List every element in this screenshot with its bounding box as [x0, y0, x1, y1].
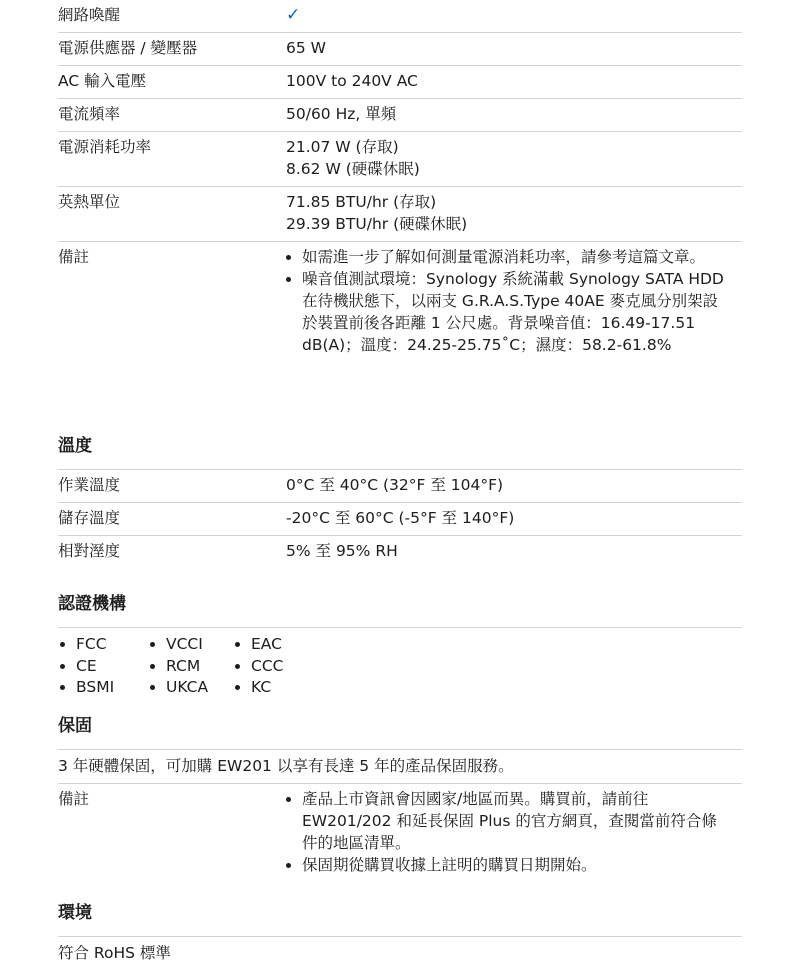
- spec-label: 儲存溫度: [58, 509, 121, 527]
- spec-value: 50/60 Hz, 單頻: [286, 105, 397, 123]
- certification-list: [58, 634, 742, 699]
- spec-label: 電源消耗功率: [58, 138, 152, 156]
- notes-list: [286, 246, 730, 356]
- spec-value: 8.62 W (硬碟休眠): [286, 160, 420, 178]
- list-item: • KC: [251, 677, 311, 699]
- list-item: • 如需進一步了解如何測量電源消耗功率，請參考這篇文章。: [302, 246, 730, 268]
- spec-row-warranty-notes: [58, 784, 742, 896]
- list-item: • VCCI: [166, 634, 233, 656]
- environment-text: 符合 RoHS 標準: [58, 943, 171, 962]
- spec-value: 100V to 240V AC: [286, 72, 418, 90]
- spec-label: 電流頻率: [58, 105, 121, 123]
- spec-label: 英熱單位: [58, 193, 121, 211]
- list-item: • CCC: [251, 656, 311, 678]
- spec-value: 21.07 W (存取): [286, 138, 399, 156]
- spec-row-operating-temp: [58, 470, 742, 503]
- spec-label: 備註: [58, 248, 90, 266]
- list-item: • BSMI: [76, 677, 148, 699]
- spec-label: 相對溼度: [58, 542, 121, 560]
- spec-label: 電源供應器 / 變壓器: [58, 39, 198, 57]
- spec-row-humidity: [58, 536, 742, 568]
- spec-label: AC 輸入電壓: [58, 72, 147, 90]
- list-item: • CE: [76, 656, 148, 678]
- spec-label: 作業溫度: [58, 476, 121, 494]
- spec-row-power-consumption: [58, 132, 742, 187]
- spec-label: 備註: [58, 789, 90, 808]
- spec-row-storage-temp: [58, 503, 742, 536]
- spec-value: 71.85 BTU/hr (存取): [286, 193, 437, 211]
- checkmark-icon: ✓: [286, 5, 301, 25]
- spec-row-wol: [58, 0, 742, 33]
- spec-row-notes: [58, 242, 742, 409]
- spec-value: 0°C 至 40°C (32°F 至 104°F): [286, 476, 504, 494]
- spec-sheet: [58, 0, 742, 970]
- list-item: • 噪音值測試環境：Synology 系統滿載 Synology SATA HDD 在待機狀態下，以兩支 G.R.A.S.Type 40AE 麥克風分別架設於裝置前後各距離 1 公尺處。背景噪音值：16.49-17.51 dB(A)；溫度：24.25-25.75˚C；濕度：58.2-61.8%: [302, 268, 730, 356]
- notes-list: [286, 788, 730, 876]
- list-item: • FCC: [76, 634, 148, 656]
- spec-value: 29.39 BTU/hr (硬碟休眠): [286, 215, 468, 233]
- spec-row-frequency: [58, 99, 742, 132]
- spec-row-psu: [58, 33, 742, 66]
- list-item: • EAC: [251, 634, 311, 656]
- spec-row-ac-input: [58, 66, 742, 99]
- spec-label: 網路喚醒: [58, 6, 121, 24]
- list-item: • UKCA: [166, 677, 233, 699]
- section-heading-environment: 環境: [58, 902, 92, 923]
- list-item: • RCM: [166, 656, 233, 678]
- spec-value: 65 W: [286, 39, 326, 57]
- warranty-text: 3 年硬體保固，可加購 EW201 以享有長達 5 年的產品保固服務。: [58, 750, 742, 784]
- list-item: • 產品上市資訊會因國家/地區而異。購買前，請前往 EW201/202 和延長保固 Plus 的官方網頁，查閱當前符合條件的地區清單。: [302, 788, 730, 854]
- section-heading-warranty: 保固: [58, 715, 92, 736]
- section-heading-temperature: 溫度: [58, 436, 92, 456]
- spec-row-btu: [58, 187, 742, 242]
- section-heading-certifications: 認證機構: [58, 594, 126, 614]
- spec-value: 5% 至 95% RH: [286, 542, 398, 560]
- list-item: • 保固期從購買收據上註明的購買日期開始。: [302, 854, 730, 876]
- spec-value: -20°C 至 60°C (-5°F 至 140°F): [286, 509, 515, 527]
